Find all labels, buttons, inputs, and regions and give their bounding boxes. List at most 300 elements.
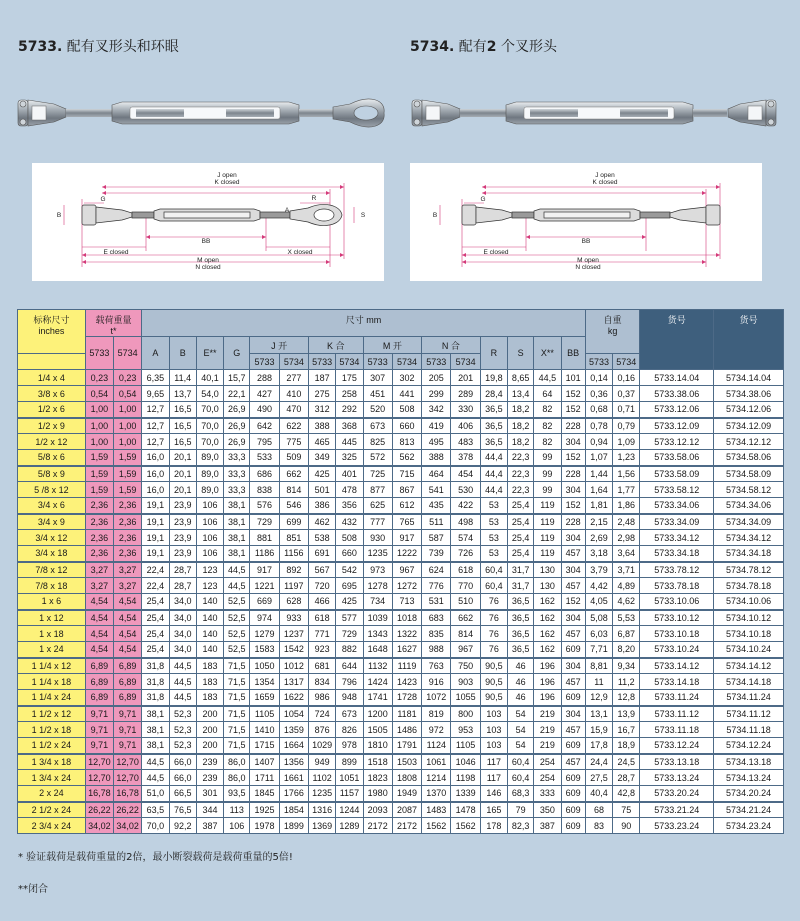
value-cell: 642 (250, 418, 279, 434)
table-row (18, 626, 784, 642)
value-cell: 83 (585, 818, 612, 834)
value-cell: 152 (561, 498, 585, 514)
value-cell: 1424 (363, 674, 392, 690)
value-cell: 28,7 (169, 578, 196, 594)
value-cell: 867 (392, 482, 421, 498)
value-cell: 541 (422, 482, 451, 498)
value-cell: 38,1 (224, 514, 250, 530)
value-cell: 38,1 (142, 722, 169, 738)
value-cell: 508 (392, 402, 421, 418)
header-size-line2: inches (38, 326, 65, 336)
value-cell: 1,23 (613, 450, 640, 466)
value-cell: 401 (336, 466, 363, 482)
value-cell: 18,9 (613, 738, 640, 754)
value-cell: 38,1 (224, 498, 250, 514)
value-cell: 422 (451, 498, 480, 514)
value-cell: 974 (250, 610, 279, 626)
value-cell: 25,4 (142, 610, 169, 626)
value-cell: 763 (422, 658, 451, 674)
value-cell: 795 (250, 434, 279, 450)
value-cell: 350 (534, 802, 561, 818)
value-cell: 54 (508, 738, 534, 754)
value-cell: 178 (480, 818, 507, 834)
value-cell: 834 (308, 674, 335, 690)
value-cell: 152 (561, 402, 585, 418)
value-cell: 140 (196, 626, 223, 642)
value-cell: 4,42 (585, 578, 612, 594)
article-cell: 5733.38.06 (640, 386, 714, 402)
load-cell: 3,27 (113, 578, 141, 594)
value-cell: 76 (480, 594, 507, 610)
value-cell: 1359 (279, 722, 308, 738)
value-cell: 0,71 (613, 402, 640, 418)
size-cell: 1 x 18 (18, 626, 86, 642)
value-cell: 948 (336, 690, 363, 706)
header-j-5734: 5734 (279, 354, 308, 370)
value-cell: 24,5 (613, 754, 640, 770)
value-cell: 89,0 (196, 450, 223, 466)
turnbuckle-jaw-eye-photo (14, 80, 386, 144)
value-cell: 60,4 (480, 578, 507, 594)
value-cell: 89,0 (196, 482, 223, 498)
value-cell: 2172 (363, 818, 392, 834)
value-cell: 349 (308, 450, 335, 466)
value-cell: 1741 (363, 690, 392, 706)
value-cell: 4,05 (585, 594, 612, 610)
header-size-blank (18, 354, 86, 370)
value-cell: 44,5 (169, 690, 196, 706)
value-cell: 23,9 (169, 498, 196, 514)
value-cell: 140 (196, 610, 223, 626)
value-cell: 1235 (308, 786, 335, 802)
value-cell: 82,3 (508, 818, 534, 834)
value-cell: 1370 (422, 786, 451, 802)
value-cell: 465 (308, 434, 335, 450)
article-cell: 5734.10.06 (714, 594, 784, 610)
value-cell: 19,1 (142, 530, 169, 546)
value-cell: 140 (196, 642, 223, 658)
value-cell: 34,0 (169, 594, 196, 610)
value-cell: 13,1 (585, 706, 612, 722)
table-row (18, 370, 784, 386)
size-cell: 3/8 x 6 (18, 386, 86, 402)
value-cell: 68,3 (508, 786, 534, 802)
value-cell: 8,65 (508, 370, 534, 386)
load-cell: 9,71 (113, 706, 141, 722)
load-cell: 6,89 (85, 674, 113, 690)
value-cell: 304 (561, 530, 585, 546)
article-cell: 5733.23.24 (640, 818, 714, 834)
value-cell: 90,5 (480, 690, 507, 706)
article-cell: 5734.12.24 (714, 738, 784, 754)
heading-5734-title-num: 2 (486, 39, 497, 55)
load-cell: 1,00 (85, 434, 113, 450)
value-cell: 71,5 (224, 738, 250, 754)
table-row (18, 642, 784, 658)
load-cell: 6,89 (113, 674, 141, 690)
value-cell: 26,9 (224, 418, 250, 434)
value-cell: 725 (363, 466, 392, 482)
value-cell: 953 (451, 722, 480, 738)
value-cell: 19,1 (142, 546, 169, 562)
size-cell: 1/2 x 12 (18, 434, 86, 450)
value-cell: 15,7 (224, 370, 250, 386)
value-cell: 25,4 (142, 594, 169, 610)
article-cell: 5734.13.24 (714, 770, 784, 786)
label-e-closed: E closed (483, 249, 509, 256)
value-cell: 1289 (336, 818, 363, 834)
load-cell: 3,27 (85, 578, 113, 594)
load-cell: 1,59 (85, 466, 113, 482)
header-g: G (224, 337, 250, 370)
value-cell: 52,3 (169, 738, 196, 754)
value-cell: 427 (250, 386, 279, 402)
value-cell: 644 (336, 658, 363, 674)
value-cell: 2087 (392, 802, 421, 818)
value-cell: 1664 (279, 738, 308, 754)
value-cell: 567 (308, 562, 335, 578)
table-row (18, 658, 784, 674)
load-cell: 0,23 (85, 370, 113, 386)
value-cell: 70,0 (142, 818, 169, 834)
table-row (18, 498, 784, 514)
value-cell: 228 (561, 514, 585, 530)
value-cell: 26,9 (224, 402, 250, 418)
value-cell: 289 (451, 386, 480, 402)
value-cell: 609 (561, 642, 585, 658)
value-cell: 1356 (279, 754, 308, 770)
load-cell: 1,59 (113, 450, 141, 466)
size-cell: 1/2 x 9 (18, 418, 86, 434)
article-cell: 5733.10.24 (640, 642, 714, 658)
value-cell: 60,4 (508, 770, 534, 786)
load-cell: 2,36 (113, 546, 141, 562)
value-cell: 681 (308, 658, 335, 674)
value-cell: 720 (308, 578, 335, 594)
value-cell: 52,5 (224, 626, 250, 642)
value-cell: 892 (279, 562, 308, 578)
value-cell: 20,1 (169, 450, 196, 466)
value-cell: 577 (336, 610, 363, 626)
load-cell: 2,36 (113, 498, 141, 514)
value-cell: 70,0 (196, 402, 223, 418)
heading-5734-code: 5734. (410, 39, 455, 55)
value-cell: 1766 (279, 786, 308, 802)
value-cell: 356 (336, 498, 363, 514)
value-cell: 24,4 (585, 754, 612, 770)
value-cell: 277 (279, 370, 308, 386)
value-cell: 1505 (363, 722, 392, 738)
value-cell: 1343 (363, 626, 392, 642)
label-k-closed: K closed (592, 179, 618, 186)
value-cell: 726 (451, 546, 480, 562)
value-cell: 13,9 (613, 706, 640, 722)
value-cell: 916 (422, 674, 451, 690)
value-cell: 13,4 (508, 386, 534, 402)
value-cell: 63,5 (142, 802, 169, 818)
value-cell: 967 (451, 642, 480, 658)
value-cell: 101 (561, 370, 585, 386)
value-cell: 425 (336, 594, 363, 610)
value-cell: 724 (308, 706, 335, 722)
value-cell: 1845 (250, 786, 279, 802)
value-cell: 1478 (451, 802, 480, 818)
value-cell: 660 (392, 418, 421, 434)
value-cell: 713 (392, 594, 421, 610)
value-cell: 1181 (392, 706, 421, 722)
article-cell: 5734.34.06 (714, 498, 784, 514)
load-cell: 12,70 (85, 770, 113, 786)
value-cell: 533 (250, 450, 279, 466)
value-cell: 1483 (422, 802, 451, 818)
value-cell: 22,4 (142, 562, 169, 578)
value-cell: 22,1 (224, 386, 250, 402)
value-cell: 1661 (279, 770, 308, 786)
header-dimensions: 尺寸 mm (142, 310, 586, 337)
value-cell: 79 (508, 802, 534, 818)
value-cell: 1055 (451, 690, 480, 706)
value-cell: 52,5 (224, 642, 250, 658)
value-cell: 0,37 (613, 386, 640, 402)
value-cell: 3,18 (585, 546, 612, 562)
value-cell: 624 (422, 562, 451, 578)
header-k-5734: 5734 (336, 354, 363, 370)
value-cell: 54,0 (196, 386, 223, 402)
value-cell: 1810 (363, 738, 392, 754)
value-cell: 90 (613, 818, 640, 834)
value-cell: 106 (196, 530, 223, 546)
value-cell: 16,5 (169, 418, 196, 434)
value-cell: 1072 (422, 690, 451, 706)
value-cell: 2,69 (585, 530, 612, 546)
label-e-closed: E closed (103, 249, 129, 256)
value-cell: 90,5 (480, 674, 507, 690)
load-cell: 2,36 (113, 514, 141, 530)
load-cell: 16,78 (85, 786, 113, 802)
load-cell: 4,54 (113, 610, 141, 626)
value-cell: 68 (585, 802, 612, 818)
value-cell: 8,81 (585, 658, 612, 674)
value-cell: 739 (422, 546, 451, 562)
value-cell: 457 (561, 754, 585, 770)
article-cell: 5733.34.09 (640, 514, 714, 530)
value-cell: 1235 (363, 546, 392, 562)
value-cell: 22,3 (508, 450, 534, 466)
value-cell: 542 (336, 562, 363, 578)
value-cell: 60,4 (508, 754, 534, 770)
value-cell: 546 (279, 498, 308, 514)
value-cell: 34,0 (169, 610, 196, 626)
article-cell: 5733.12.24 (640, 738, 714, 754)
value-cell: 76 (480, 610, 507, 626)
value-cell: 117 (480, 754, 507, 770)
value-cell: 425 (308, 466, 335, 482)
load-cell: 9,71 (113, 738, 141, 754)
header-weight-line2: kg (607, 326, 618, 336)
value-cell: 28,7 (169, 562, 196, 578)
header-r: R (480, 337, 507, 370)
table-row (18, 530, 784, 546)
article-cell: 5733.20.24 (640, 786, 714, 802)
load-cell: 2,36 (113, 530, 141, 546)
value-cell: 22,3 (508, 482, 534, 498)
article-cell: 5733.34.06 (640, 498, 714, 514)
value-cell: 6,03 (585, 626, 612, 642)
size-cell: 3/4 x 18 (18, 546, 86, 562)
article-cell: 5734.20.24 (714, 786, 784, 802)
value-cell: 66,0 (169, 754, 196, 770)
load-cell: 2,36 (85, 546, 113, 562)
turnbuckle-jaw-jaw-photo (408, 80, 780, 144)
value-cell: 31,8 (142, 674, 169, 690)
label-n-closed: N closed (195, 264, 221, 271)
value-cell: 103 (480, 722, 507, 738)
value-cell: 988 (422, 642, 451, 658)
label-s: S (360, 212, 366, 219)
header-j-5733: 5733 (250, 354, 279, 370)
value-cell: 44,4 (480, 482, 507, 498)
value-cell: 103 (480, 706, 507, 722)
value-cell: 31,7 (508, 578, 534, 594)
dimension-diagram-5734 (410, 163, 762, 281)
value-cell: 99 (534, 466, 561, 482)
value-cell: 90,5 (480, 658, 507, 674)
value-cell: 52,5 (224, 610, 250, 626)
value-cell: 82 (534, 434, 561, 450)
header-b: B (169, 337, 196, 370)
table-row (18, 674, 784, 690)
value-cell: 410 (279, 386, 308, 402)
value-cell: 70,0 (196, 434, 223, 450)
table-row (18, 450, 784, 466)
value-cell: 27,5 (585, 770, 612, 786)
value-cell: 44,5 (224, 562, 250, 578)
value-cell: 388 (422, 450, 451, 466)
value-cell: 572 (363, 450, 392, 466)
value-cell: 183 (196, 674, 223, 690)
value-cell: 770 (451, 578, 480, 594)
label-n-closed: N closed (575, 264, 601, 271)
value-cell: 71,5 (224, 690, 250, 706)
article-cell: 5734.11.18 (714, 722, 784, 738)
value-cell: 307 (363, 370, 392, 386)
load-cell: 12,70 (113, 770, 141, 786)
value-cell: 445 (336, 434, 363, 450)
load-cell: 9,71 (113, 722, 141, 738)
size-cell: 5 /8 x 12 (18, 482, 86, 498)
value-cell: 23,9 (169, 514, 196, 530)
value-cell: 622 (279, 418, 308, 434)
value-cell: 254 (534, 754, 561, 770)
value-cell: 669 (250, 594, 279, 610)
value-cell: 16,7 (613, 722, 640, 738)
value-cell: 19,1 (142, 514, 169, 530)
load-cell: 4,54 (85, 626, 113, 642)
value-cell: 40,4 (585, 786, 612, 802)
value-cell: 457 (561, 626, 585, 642)
value-cell: 33,3 (224, 466, 250, 482)
size-cell: 2 3/4 x 24 (18, 818, 86, 834)
heading-5734-title-pre: 配有 (454, 39, 487, 55)
header-weight (585, 310, 640, 354)
value-cell: 200 (196, 706, 223, 722)
value-cell: 1,07 (585, 450, 612, 466)
value-cell: 6,87 (613, 626, 640, 642)
value-cell: 46 (508, 658, 534, 674)
table-row (18, 690, 784, 706)
value-cell: 40,1 (196, 370, 223, 386)
value-cell: 28,7 (613, 770, 640, 786)
label-m-open: M open (577, 257, 599, 264)
value-cell: 531 (422, 594, 451, 610)
value-cell: 4,89 (613, 578, 640, 594)
article-cell: 5733.11.18 (640, 722, 714, 738)
value-cell: 1583 (250, 642, 279, 658)
value-cell: 876 (308, 722, 335, 738)
value-cell: 288 (250, 370, 279, 386)
article-cell: 5733.10.18 (640, 626, 714, 642)
spec-table-body (18, 370, 784, 834)
load-cell: 6,89 (85, 658, 113, 674)
value-cell: 38,1 (224, 546, 250, 562)
value-cell: 729 (250, 514, 279, 530)
value-cell: 1,86 (613, 498, 640, 514)
value-cell: 609 (561, 738, 585, 754)
value-cell: 183 (196, 690, 223, 706)
value-cell: 464 (422, 466, 451, 482)
header-m-5734: 5734 (392, 354, 421, 370)
value-cell: 5,08 (585, 610, 612, 626)
value-cell: 16,5 (169, 434, 196, 450)
value-cell: 1542 (279, 642, 308, 658)
value-cell: 93,5 (224, 786, 250, 802)
value-cell: 1156 (279, 546, 308, 562)
value-cell: 25,4 (508, 546, 534, 562)
value-cell: 36,5 (508, 626, 534, 642)
value-cell: 1,64 (585, 482, 612, 498)
value-cell: 574 (451, 530, 480, 546)
value-cell: 1854 (279, 802, 308, 818)
article-cell: 5734.11.12 (714, 706, 784, 722)
value-cell: 16,0 (142, 466, 169, 482)
value-cell: 71,5 (224, 658, 250, 674)
value-cell: 715 (392, 466, 421, 482)
article-cell: 5734.11.24 (714, 690, 784, 706)
value-cell: 119 (534, 498, 561, 514)
value-cell: 1221 (250, 578, 279, 594)
heading-5733-code: 5733. (18, 39, 63, 55)
value-cell: 16,0 (142, 450, 169, 466)
article-cell: 5733.12.06 (640, 402, 714, 418)
value-cell: 23,9 (169, 530, 196, 546)
value-cell: 1899 (279, 818, 308, 834)
value-cell: 18,2 (508, 418, 534, 434)
value-cell: 16,0 (142, 482, 169, 498)
header-a: A (142, 337, 169, 370)
value-cell: 18,2 (508, 402, 534, 418)
value-cell: 13,7 (169, 386, 196, 402)
table-row (18, 466, 784, 482)
value-cell: 123 (196, 562, 223, 578)
value-cell: 1061 (422, 754, 451, 770)
value-cell: 510 (451, 594, 480, 610)
value-cell: 99 (534, 482, 561, 498)
value-cell: 2172 (392, 818, 421, 834)
article-cell: 5734.58.06 (714, 450, 784, 466)
value-cell: 19,1 (142, 498, 169, 514)
value-cell: 304 (561, 706, 585, 722)
value-cell: 228 (561, 418, 585, 434)
